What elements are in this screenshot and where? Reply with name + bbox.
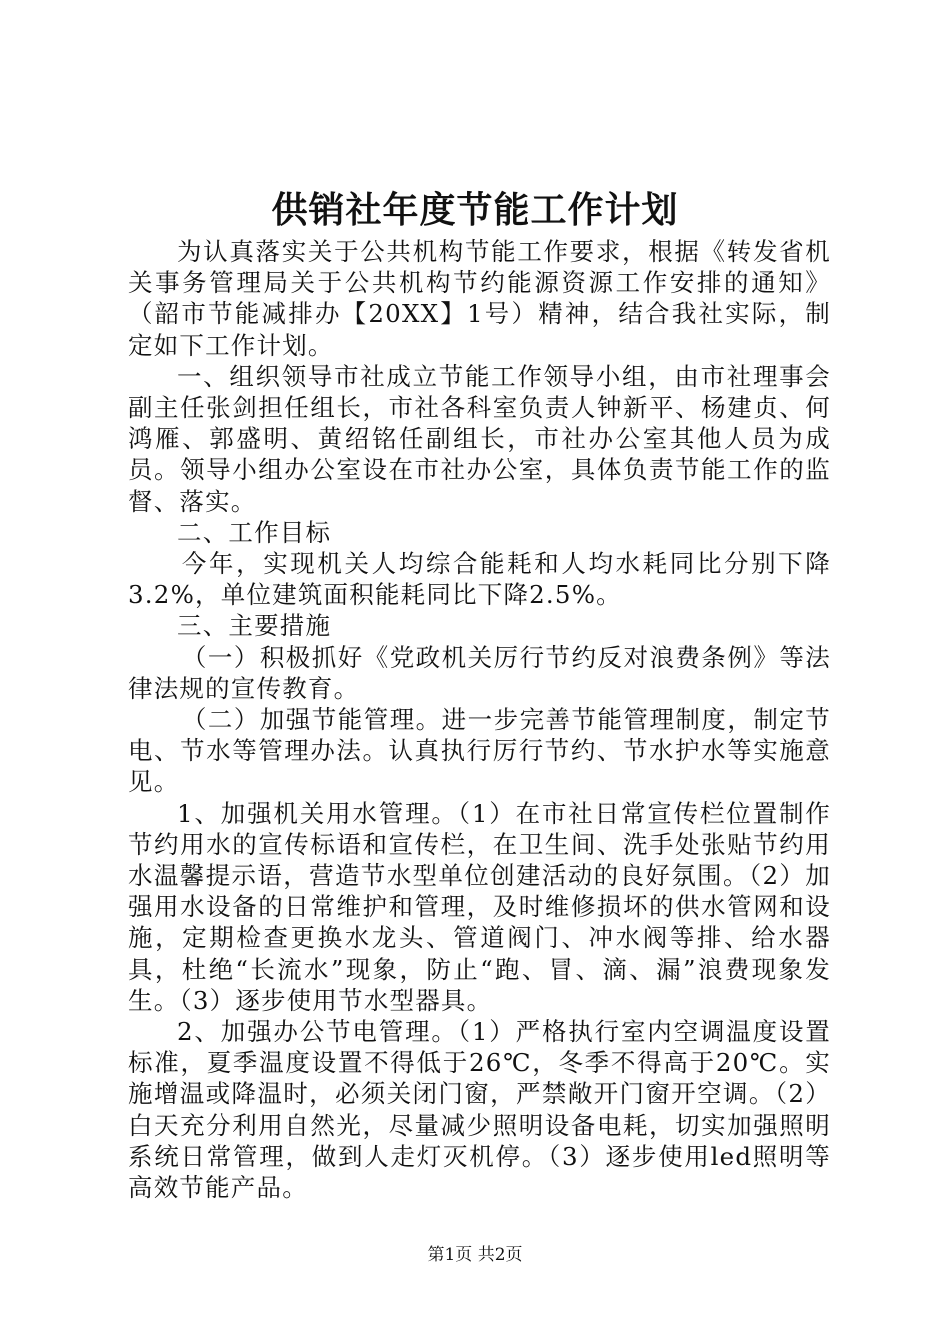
page-number-footer: 第1页 共2页 xyxy=(427,1245,523,1265)
document-title: 供销社年度节能工作计划 xyxy=(271,189,679,231)
paragraph-organization: 一、组织领导市社成立节能工作领导小组，由市社理事会副主任张剑担任组长，市社各科室负责人钟新平、杨建贞、何鸿雁、郭盛明、黄绍铭任副组长，市社办公室其他人员为成员。领导小组办公室设在市社办公室，具体负责节能工作的监督、落实。 xyxy=(128,361,831,516)
section-heading-measures: 三、主要措施 xyxy=(177,611,332,641)
paragraph-power-management: 2、加强办公节电管理。（1）严格执行室内空调温度设置标准，夏季温度设置不得低于26℃，冬季不得高于20℃。实施增温或降温时，必须关闭门窗，严禁敞开门窗开空调。（2）白天充分利用自然光，尽量减少照明设备电耗，切实加强照明系统日常管理，做到人走灯灭机停。（3）逐步使用led照明等高效节能产品。 xyxy=(128,1017,831,1203)
paragraph-measure-1: （一）积极抓好《党政机关厉行节约反对浪费条例》等法律法规的宣传教育。 xyxy=(128,642,831,703)
document-body xyxy=(128,236,831,1203)
section-heading-goals: 二、工作目标 xyxy=(177,517,332,547)
paragraph-water-management: 1、加强机关用水管理。（1）在市社日常宣传栏位置制作节约用水的宣传标语和宣传栏，在卫生间、洗手处张贴节约用水温馨提示语，营造节水型单位创建活动的良好氛围。（2）加强用水设备的日常维护和管理，及时维修损坏的供水管网和设施，定期检查更换水龙头、管道阀门、冲水阀等排、给水器具，杜绝“长流水”现象，防止“跑、冒、滴、漏”浪费现象发生。（3）逐步使用节水型器具。 xyxy=(128,798,831,1015)
paragraph-intro: 为认真落实关于公共机构节能工作要求，根据《转发省机关事务管理局关于公共机构节约能源资源工作安排的通知》（韶市节能减排办【20XX】1号）精神，结合我社实际，制定如下工作计划。 xyxy=(128,237,831,360)
paragraph-measure-2: （二）加强节能管理。进一步完善节能管理制度，制定节电、节水等管理办法。认真执行厉行节约、节水护水等实施意见。 xyxy=(128,705,831,797)
paragraph-goals: 今年，实现机关人均综合能耗和人均水耗同比分别下降3.2%，单位建筑面积能耗同比下降2.5%。 xyxy=(128,549,831,610)
